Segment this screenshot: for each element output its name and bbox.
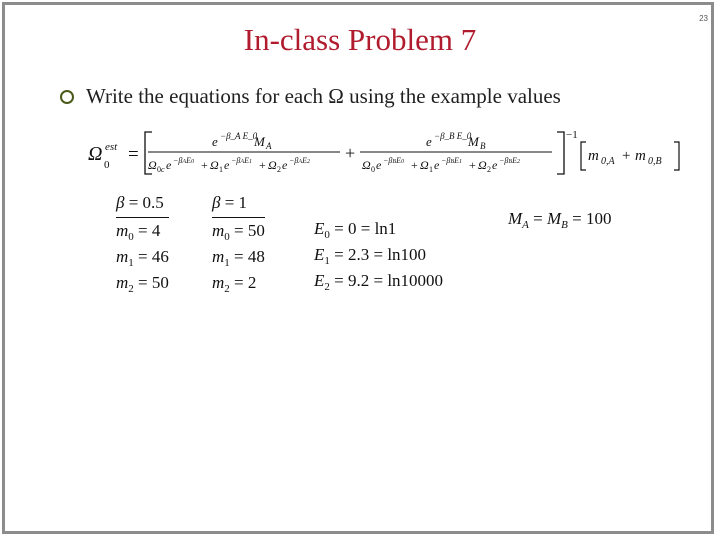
- frac-b-e: e: [426, 134, 432, 149]
- svg-text:e: e: [376, 158, 382, 172]
- svg-text:−βAE1: −βAE1: [231, 156, 252, 165]
- svg-text:e: e: [224, 158, 230, 172]
- lhs-sup: est: [105, 141, 118, 153]
- frac-a-M-sub: A: [266, 141, 272, 151]
- bullet-item: [60, 84, 561, 109]
- frac-a-M: M: [254, 134, 265, 149]
- lhs-sub: 0: [104, 159, 110, 171]
- svg-text:0c: 0c: [157, 165, 165, 174]
- bullet-circle-icon: [60, 90, 74, 104]
- rhs-expression: [588, 148, 662, 167]
- svg-text:e: e: [166, 158, 172, 172]
- svg-text:e: e: [282, 158, 288, 172]
- svg-text:m: m: [588, 148, 599, 164]
- values-column-b: [212, 190, 265, 296]
- m0-a-value: $m_0 = 4$: [116, 221, 161, 243]
- equals-sign: =: [128, 144, 139, 165]
- m0-b-value: $m_0 = 50$: [212, 221, 265, 243]
- svg-text:−βBE1: −βBE1: [441, 156, 462, 165]
- svg-text:Ω: Ω: [478, 158, 487, 172]
- svg-text:Ω: Ω: [268, 158, 277, 172]
- svg-text:Ω: Ω: [420, 158, 429, 172]
- frac-a-denominator: [148, 156, 310, 174]
- m2-a-value: $m_2 = 50$: [116, 273, 169, 295]
- svg-text:e: e: [492, 158, 498, 172]
- svg-text:+: +: [411, 158, 418, 172]
- m1-b-value: $m_1 = 48$: [212, 247, 265, 269]
- ma-mb-value: $M_A = M_B = 100$: [508, 209, 612, 231]
- svg-text:Ω: Ω: [148, 158, 157, 172]
- svg-text:1: 1: [429, 165, 433, 174]
- bullet-text: Write the equations for each Ω using the example values: [86, 84, 561, 108]
- svg-text:Ω: Ω: [362, 158, 371, 172]
- energy-values: [314, 216, 443, 294]
- frac-b-exp: −β_B E_0: [434, 131, 472, 141]
- svg-text:+: +: [201, 158, 208, 172]
- frac-b-M: M: [468, 134, 479, 149]
- svg-text:2: 2: [487, 165, 491, 174]
- mass-values: [508, 206, 612, 232]
- inverse-exponent: −1: [566, 129, 578, 141]
- frac-a-exp: −β_A E_0: [220, 131, 258, 141]
- beta-b-value: β = 1: [212, 190, 265, 218]
- svg-text:−βBE2: −βBE2: [499, 156, 520, 165]
- svg-text:0,B: 0,B: [648, 156, 662, 167]
- svg-text:+: +: [469, 158, 476, 172]
- e0-value: $E_0 = 0 = \ln 1$: [314, 219, 397, 241]
- svg-text:2: 2: [277, 165, 281, 174]
- m1-a-value: $m_1 = 46$: [116, 247, 169, 269]
- svg-text:−βAE2: −βAE2: [289, 156, 310, 165]
- svg-text:m: m: [635, 148, 646, 164]
- frac-b-M-sub: B: [480, 141, 486, 151]
- svg-text:−βAE0: −βAE0: [173, 156, 194, 165]
- m2-b-value: $m_2 = 2$: [212, 273, 257, 295]
- e2-value: $E_2 = 9.2 = \ln 10000$: [314, 271, 444, 293]
- svg-text:0,A: 0,A: [601, 156, 615, 167]
- svg-text:1: 1: [219, 165, 223, 174]
- svg-text:+: +: [622, 148, 631, 164]
- rhs-left-bracket: [581, 142, 586, 170]
- svg-text:0: 0: [371, 165, 375, 174]
- svg-text:−βBE0: −βBE0: [383, 156, 404, 165]
- page-number: 23: [699, 14, 708, 23]
- svg-text:+: +: [259, 158, 266, 172]
- rhs-right-bracket: [674, 142, 679, 170]
- slide-title: In-class Problem 7: [243, 22, 477, 57]
- right-bracket: [557, 132, 564, 174]
- frac-b-denominator: [362, 156, 520, 174]
- svg-text:e: e: [434, 158, 440, 172]
- svg-text:Ω: Ω: [210, 158, 219, 172]
- plus-sign: +: [345, 143, 356, 163]
- frac-a-e: e: [212, 134, 218, 149]
- values-column-a: [116, 190, 169, 296]
- lhs-omega: Ω: [88, 143, 103, 165]
- e1-value: $E_1 = 2.3 = \ln 100$: [314, 245, 427, 267]
- omega-estimate-equation: [82, 124, 692, 180]
- beta-a-value: β = 0.5: [116, 190, 169, 218]
